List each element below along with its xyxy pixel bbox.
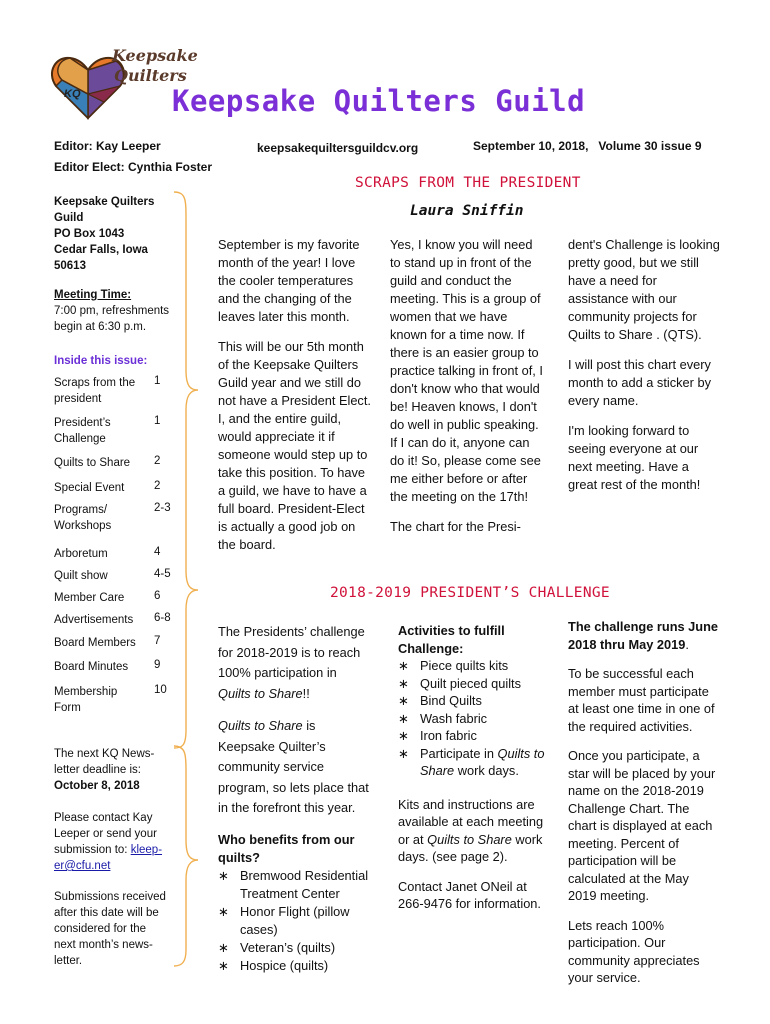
deadline-text: The next KQ News-: [54, 748, 155, 760]
challenge-column-3: [568, 618, 720, 999]
logo-text-quilters: Quilters: [114, 66, 187, 85]
toc-item[interactable]: [54, 659, 174, 684]
toc-page: 2: [154, 480, 161, 492]
list-item: [398, 745, 548, 780]
toc-page: 2: [154, 455, 161, 467]
text: .: [685, 636, 689, 652]
contact-text: submission to:: [54, 844, 131, 856]
meeting-time: [54, 287, 169, 335]
scraps-column-3: [568, 236, 720, 506]
toc-label: Board Members: [54, 637, 136, 649]
deadline-date: October 8, 2018: [54, 780, 140, 792]
toc-item[interactable]: [54, 568, 174, 590]
toc-label: Arboretum: [54, 548, 108, 560]
text: Participate in: [420, 745, 498, 761]
program-name: Quilts to Share: [218, 718, 303, 733]
list-item: ∗ Iron fabric: [398, 727, 548, 745]
logo-heart-letters: KQ: [64, 88, 81, 100]
text: is Keepsake Quilter’s community service program, so lets place that in the forefront this year.: [218, 718, 369, 815]
challenge-column-1: [218, 622, 373, 975]
website-link[interactable]: keepsakequiltersguildcv.org: [257, 141, 419, 155]
program-name: Quilts to Share: [218, 685, 303, 701]
toc-label: Membership Form: [54, 686, 118, 714]
challenge-heading: 2018-2019 PRESIDENT’S CHALLENGE: [330, 585, 610, 601]
toc-item[interactable]: [54, 684, 174, 718]
guild-logo: [48, 42, 198, 122]
toc-label: President’s Challenge: [54, 417, 111, 445]
list-item: ∗ Piece quilts kits: [398, 657, 548, 675]
text: !!: [302, 685, 310, 701]
paragraph: I will post this chart every month to add a sticker by every name.: [568, 357, 711, 408]
scraps-heading: SCRAPS FROM THE PRESIDENT: [355, 175, 581, 191]
email-link[interactable]: kleep-: [130, 844, 163, 856]
contact-text: Leeper or send your: [54, 828, 157, 840]
toc-label: Board Minutes: [54, 661, 129, 673]
paragraph: Lets reach 100% participation. Our community appreciates your service.: [568, 917, 700, 985]
list-item: ∗ Honor Flight (pillow cases): [218, 903, 373, 939]
address-line: Cedar Falls, Iowa: [54, 244, 148, 256]
paragraph: I'm looking forward to seeing everyone at our next meeting. Have a great rest of the month!: [568, 423, 701, 492]
list-item: ∗ Wash fabric: [398, 710, 548, 728]
toc-page: 6-8: [154, 612, 171, 624]
deadline-notice: [54, 746, 154, 794]
paragraph: dent's Challenge is looking pretty good, but we still have a need for assistance with our community projects for Quilts to Share . (QTS).: [568, 237, 720, 342]
toc-label: Quilts to Share: [54, 457, 131, 469]
address-line: PO Box 1043: [54, 228, 125, 240]
table-of-contents: [54, 375, 174, 718]
newsletter-title: Keepsake Quilters Guild: [172, 84, 586, 118]
paragraph: This will be our 5th month of the Keepsake Quilters Guild year and we still do not have a President Elect. I, and the entire guild, would appreciate it if someone would step up to take this position. To have a guild, we have to have a full board. President-Elect is actually a good job on the board.: [218, 339, 371, 552]
address-line: Guild: [54, 212, 84, 224]
challenge-column-2: [398, 622, 548, 925]
program-name: Quilts to Share: [420, 745, 545, 778]
toc-item[interactable]: [54, 546, 174, 568]
scraps-column-1: [218, 236, 373, 566]
paragraph: [398, 796, 548, 866]
text: Kits and instructions are available at each meeting or at: [398, 796, 544, 847]
submission-text: next month’s news-: [54, 939, 153, 951]
submission-text: Submissions received: [54, 891, 166, 903]
toc-item[interactable]: [54, 415, 174, 455]
paragraph: [568, 618, 720, 653]
submission-text: letter.: [54, 955, 83, 967]
email-link-continued[interactable]: er@cfu.net: [54, 860, 111, 872]
contact-notice: [54, 810, 162, 874]
benefits-list: [218, 867, 373, 975]
toc-page: 1: [154, 375, 161, 387]
editor-line: Editor: Kay Leeper: [54, 139, 161, 153]
paragraph: Yes, I know you will need to stand up in front of the guild and conduct the meeting. This is a group of women that we have known for a time now. If there is an easier group to practice talking in front of, I don't know who that would be! Heaven knows, I don't do well in public speaking. If I can do it, anyone can do it! So, please come see me either before or after the meeting on the 17th!: [390, 237, 543, 504]
toc-page: 1: [154, 415, 161, 427]
toc-label: Member Care: [54, 592, 125, 604]
meeting-time-heading: Meeting Time:: [54, 289, 132, 301]
mailing-address: [54, 194, 154, 274]
scraps-author: Laura Sniffin: [410, 203, 524, 219]
list-item: ∗ Bremwood Residential Treatment Center: [218, 867, 373, 903]
issue-info: September 10, 2018, Volume 30 issue 9: [473, 139, 702, 153]
toc-item[interactable]: [54, 635, 174, 659]
meeting-time-text: begin at 6:30 p.m.: [54, 321, 147, 333]
scraps-column-2: [390, 236, 545, 548]
program-name: Quilts to Share: [427, 831, 512, 847]
activities-list: [398, 657, 548, 780]
text: work days. (see page 2).: [398, 831, 543, 864]
text: work days.: [454, 763, 519, 778]
logo-text-keepsake: Keepsake: [112, 46, 198, 65]
address-line: 50613: [54, 260, 86, 272]
toc-page: 7: [154, 635, 161, 647]
toc-page: 4: [154, 546, 161, 558]
sidebar-brackets: [172, 190, 200, 970]
address-line: Keepsake Quilters: [54, 196, 155, 208]
toc-page: 9: [154, 659, 161, 671]
toc-page: 4-5: [154, 568, 171, 580]
toc-item[interactable]: [54, 455, 174, 480]
toc-item[interactable]: [54, 502, 174, 546]
toc-label: Special Event: [54, 482, 125, 494]
challenge-dates: The challenge runs June 2018 thru May 2019: [568, 619, 719, 652]
paragraph: [218, 716, 373, 819]
toc-label: Quilt show: [54, 570, 108, 582]
editor-elect-line: Editor Elect: Cynthia Foster: [54, 160, 213, 174]
submission-text: considered for the: [54, 923, 147, 935]
paragraph: September is my favorite month of the year! I love the cooler temperatures and the changing of the leaves later this month.: [218, 237, 360, 324]
paragraph: The chart for the Presi-: [390, 519, 521, 534]
inside-issue-heading: Inside this issue:: [54, 355, 148, 367]
toc-item[interactable]: [54, 590, 174, 612]
toc-label: Scraps from the president: [54, 377, 136, 405]
contact-text: Please contact Kay: [54, 812, 153, 824]
paragraph: [218, 622, 373, 704]
activities-heading: Activities to fulfill Challenge:: [398, 623, 505, 656]
submission-notice: [54, 889, 166, 969]
list-item: ∗ Quilt pieced quilts: [398, 675, 548, 693]
text: The Presidents’ challenge for 2018-2019 is to reach 100% participation in: [218, 624, 365, 680]
list-item: ∗ Veteran’s (quilts): [218, 939, 373, 957]
toc-label: Advertisements: [54, 614, 134, 626]
paragraph: Contact Janet ONeil at 266-9476 for information.: [398, 878, 541, 911]
meeting-time-text: 7:00 pm, refreshments: [54, 305, 170, 317]
paragraph: To be successful each member must participate at least one time in one of the required activities.: [568, 666, 715, 734]
toc-page: 10: [154, 684, 167, 696]
submission-text: after this date will be: [54, 907, 159, 919]
toc-item[interactable]: [54, 375, 174, 415]
toc-page: 2-3: [154, 502, 171, 514]
toc-item[interactable]: [54, 612, 174, 635]
toc-item[interactable]: [54, 480, 174, 502]
benefits-heading: Who benefits from our quilts?: [218, 831, 355, 865]
list-item: ∗ Hospice (quilts): [218, 957, 373, 975]
paragraph: Once you participate, a star will be placed by your name on the 2018-2019 Challenge Chart. The chart is displayed at each meeting. Percent of participation will be calculated at the May 2019 meeting.: [568, 748, 716, 903]
deadline-text: letter deadline is:: [54, 764, 141, 776]
list-item: ∗ Bind Quilts: [398, 692, 548, 710]
toc-label: Programs/ Workshops: [54, 504, 112, 532]
toc-page: 6: [154, 590, 161, 602]
